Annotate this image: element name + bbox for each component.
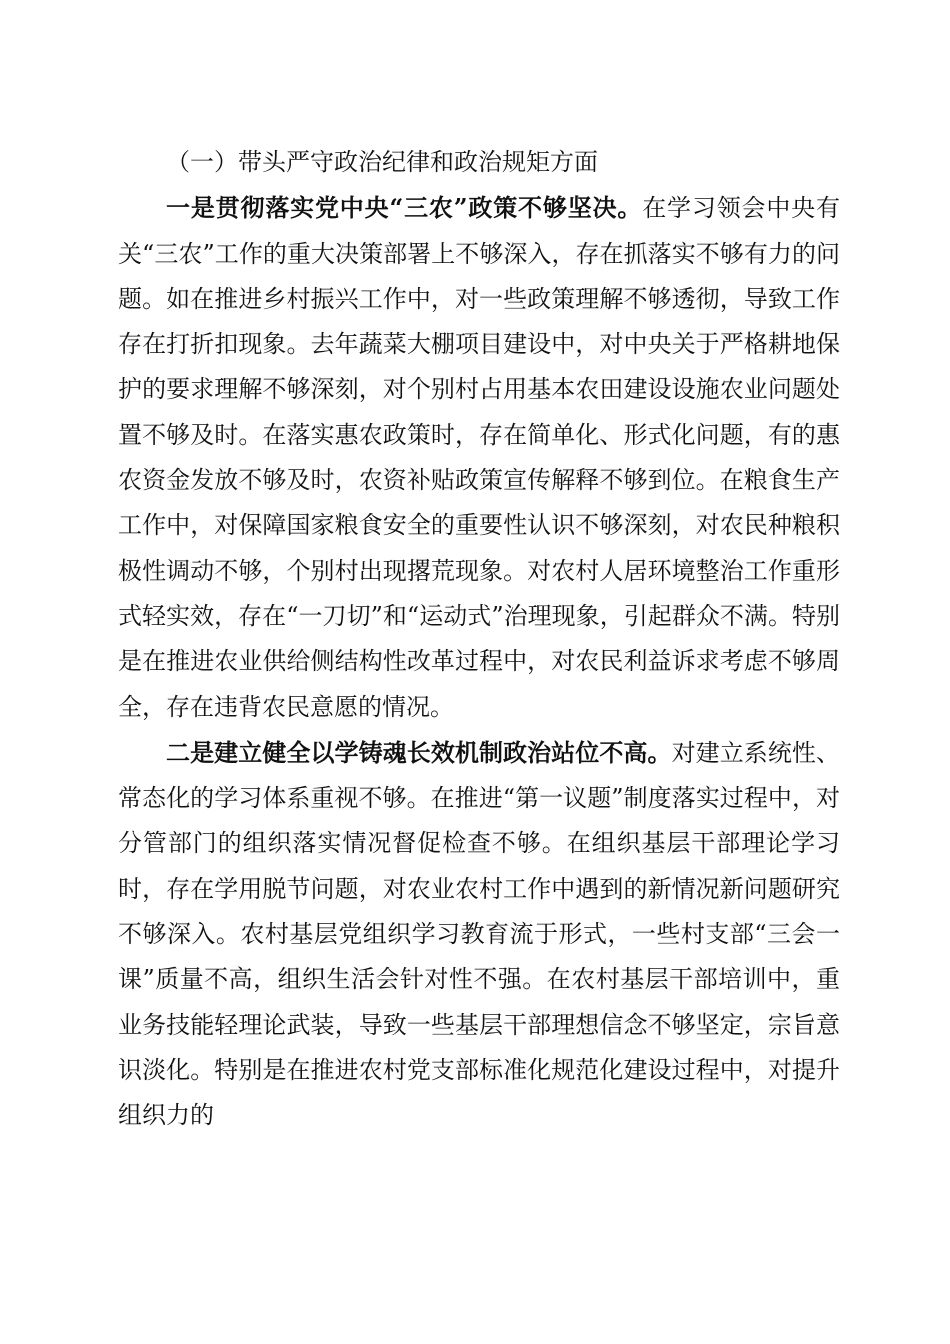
paragraph-2-lead: 二是建立健全以学铸魂长效机制政治站位不高。: [166, 737, 672, 767]
paragraph-2-body: 对建立系统性、常态化的学习体系重视不够。在推进“第一议题”制度落实过程中，对分管部门的组织落实情况督促检查不够。在组织基层干部理论学习时，存在学用脱节问题，对农业农村工作中遇到的新情况新问题研究不够深入。农村基层党组织学习教育流于形式，一些村支部“三会一课”质量不高，组织生活会针对性不强。在农村基层干部培训中，重业务技能轻理论武装，导致一些基层干部理想信念不够坚定，宗旨意识淡化。特别是在推进农村党支部标准化规范化建设过程中，对提升组织力的: [118, 738, 841, 1130]
paragraph-1-lead: 一是贯彻落实党中央“三农”政策不够坚决。: [166, 193, 643, 223]
paragraph-1-body: 在学习领会中央有关“三农”工作的重大决策部署上不够深入，存在抓落实不够有力的问题。如在推进乡村振兴工作中，对一些政策理解不够透彻，导致工作存在打折扣现象。去年蔬菜大棚项目建设中，对中央关于严格耕地保护的要求理解不够深刻，对个别村占用基本农田建设设施农业问题处置不够及时。在落实惠农政策时，存在简单化、形式化问题，有的惠农资金发放不够及时，农资补贴政策宣传解释不够到位。在粮食生产工作中，对保障国家粮食安全的重要性认识不够深刻，对农民种粮积极性调动不够，个别村出现撂荒现象。对农村人居环境整治工作重形式轻实效，存在“一刀切”和“运动式”治理现象，引起群众不满。特别是在推进农业供给侧结构性改革过程中，对农民利益诉求考虑不够周全，存在违背农民意愿的情况。: [118, 194, 841, 721]
section-heading: （一）带头严守政治纪律和政治规矩方面: [166, 148, 598, 176]
paragraph-2: [118, 730, 840, 1139]
paragraph-1: [118, 185, 840, 730]
document-body: [118, 140, 840, 1139]
